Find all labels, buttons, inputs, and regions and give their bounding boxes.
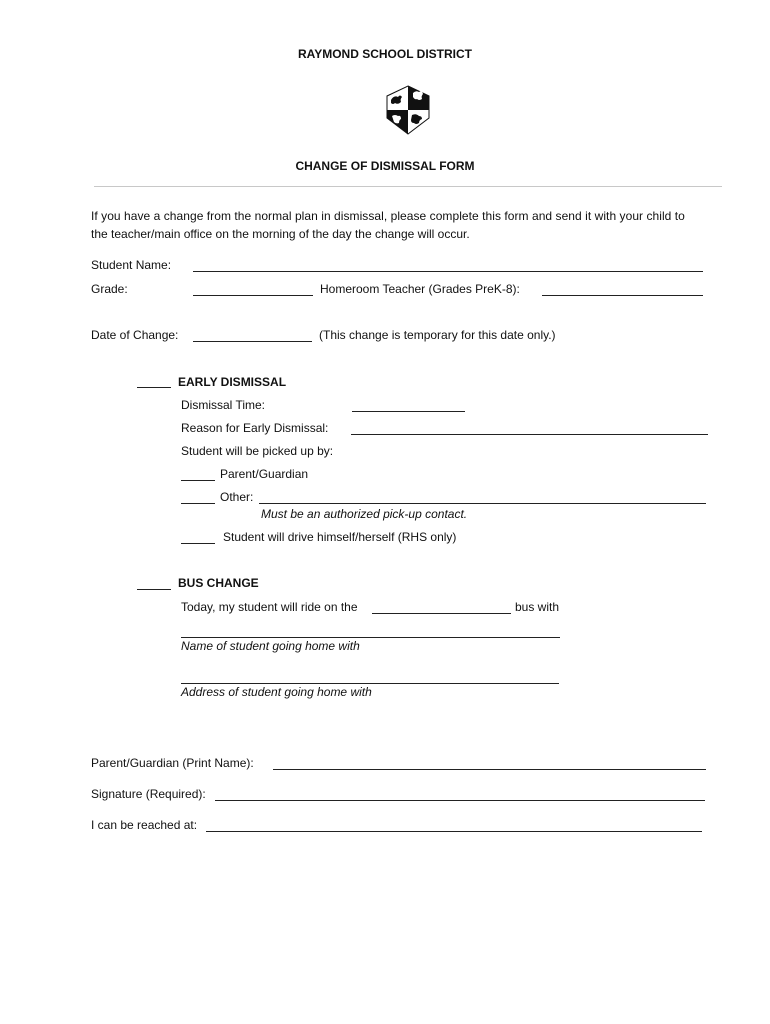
student-going-home-with-field[interactable] bbox=[181, 637, 560, 638]
dismissal-time-field[interactable] bbox=[352, 411, 465, 412]
parent-guardian-label: Parent/Guardian bbox=[220, 467, 309, 481]
reason-label: Reason for Early Dismissal: bbox=[181, 421, 329, 435]
address-going-home-with-field[interactable] bbox=[181, 683, 559, 684]
form-title: CHANGE OF DISMISSAL FORM bbox=[295, 159, 475, 173]
address-caption: Address of student going home with bbox=[181, 685, 372, 699]
district-logo bbox=[385, 84, 431, 136]
other-checkbox[interactable] bbox=[181, 503, 215, 504]
grade-label: Grade: bbox=[91, 282, 128, 296]
homeroom-teacher-field[interactable] bbox=[542, 295, 703, 296]
bus-with-label: bus with bbox=[515, 600, 560, 614]
intro-line-2: the teacher/main office on the morning of the day the change will occur. bbox=[91, 227, 470, 241]
bus-today-label: Today, my student will ride on the bbox=[181, 600, 358, 614]
bus-change-checkbox[interactable] bbox=[137, 589, 171, 590]
bus-change-heading: BUS CHANGE bbox=[178, 576, 259, 590]
date-of-change-field[interactable] bbox=[193, 341, 312, 342]
parent-guardian-checkbox[interactable] bbox=[181, 480, 215, 481]
signature-label: Signature (Required): bbox=[91, 787, 206, 801]
title-divider bbox=[94, 186, 722, 187]
shield-logo-icon bbox=[385, 84, 431, 136]
dismissal-time-label: Dismissal Time: bbox=[181, 398, 266, 412]
district-name: RAYMOND SCHOOL DISTRICT bbox=[297, 47, 472, 61]
signature-field[interactable] bbox=[215, 800, 705, 801]
drive-self-checkbox[interactable] bbox=[181, 543, 215, 544]
early-dismissal-heading: EARLY DISMISSAL bbox=[178, 375, 287, 389]
print-name-label: Parent/Guardian (Print Name): bbox=[91, 756, 254, 770]
date-of-change-label: Date of Change: bbox=[91, 328, 179, 342]
student-name-field[interactable] bbox=[193, 271, 703, 272]
other-field[interactable] bbox=[259, 503, 706, 504]
other-label: Other: bbox=[220, 490, 254, 504]
reached-at-label: I can be reached at: bbox=[91, 818, 198, 832]
intro-line-1: If you have a change from the normal plan in dismissal, please complete this form and send it with your child to bbox=[91, 209, 685, 223]
early-dismissal-checkbox[interactable] bbox=[137, 387, 171, 388]
bus-number-field[interactable] bbox=[372, 613, 511, 614]
homeroom-teacher-label: Homeroom Teacher (Grades PreK-8): bbox=[320, 282, 520, 296]
grade-field[interactable] bbox=[193, 295, 313, 296]
picked-up-by-label: Student will be picked up by: bbox=[181, 444, 334, 458]
student-name-label: Student Name: bbox=[91, 258, 172, 272]
authorized-contact-note: Must be an authorized pick-up contact. bbox=[261, 507, 468, 521]
name-caption: Name of student going home with bbox=[181, 639, 360, 653]
reached-at-field[interactable] bbox=[206, 831, 702, 832]
reason-field[interactable] bbox=[351, 434, 708, 435]
drive-self-label: Student will drive himself/herself (RHS only) bbox=[223, 530, 457, 544]
temporary-note: (This change is temporary for this date only.) bbox=[319, 328, 556, 342]
print-name-field[interactable] bbox=[273, 769, 706, 770]
